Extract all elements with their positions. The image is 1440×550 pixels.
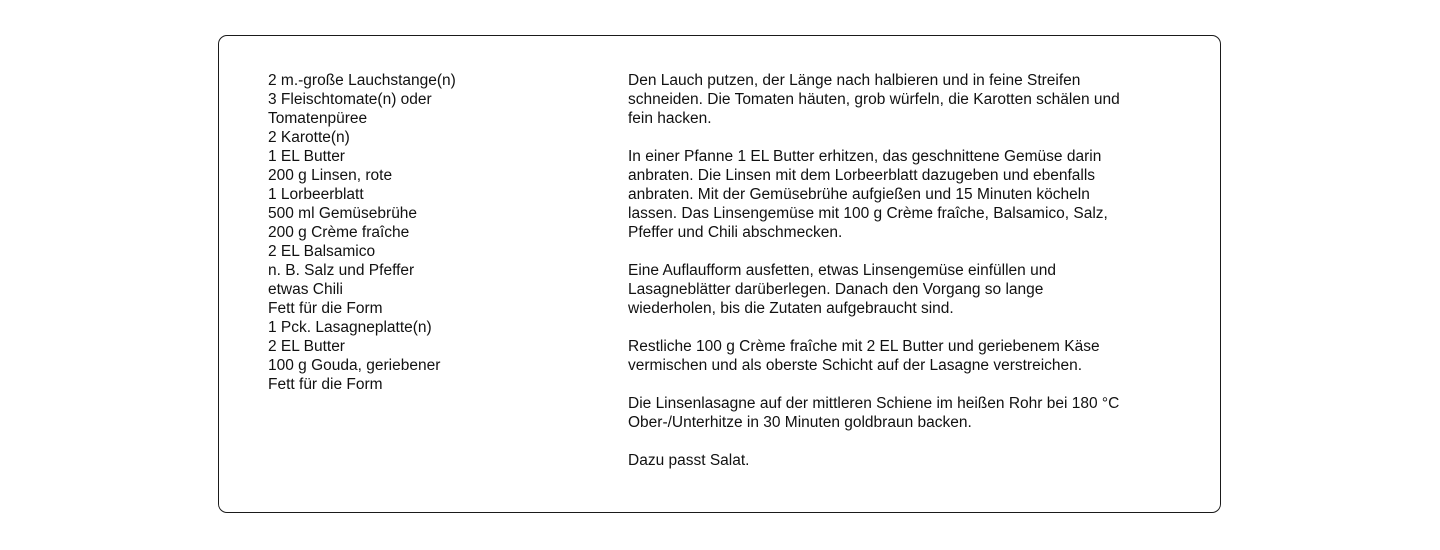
instruction-step xyxy=(628,147,1178,242)
ingredient-item xyxy=(268,204,588,223)
ingredient-item xyxy=(268,337,588,356)
ingredient-text: Fett für die Form xyxy=(268,300,383,317)
ingredient-item xyxy=(268,185,588,204)
instruction-step xyxy=(628,337,1178,375)
ingredient-item xyxy=(268,356,588,375)
ingredient-text: 100 g Gouda, geriebener xyxy=(268,357,441,374)
instruction-line: Restliche 100 g Crème fraîche mit 2 EL Butter und geriebenem Käse xyxy=(628,338,1100,355)
ingredient-text: Fett für die Form xyxy=(268,376,383,393)
ingredient-text: Tomatenpüree xyxy=(268,110,368,127)
ingredient-item xyxy=(268,223,588,242)
instruction-line: schneiden. Die Tomaten häuten, grob würfeln, die Karotten schälen und xyxy=(628,91,1120,108)
instruction-step xyxy=(628,394,1178,432)
ingredient-item xyxy=(268,128,588,147)
ingredient-text: 3 Fleischtomate(n) oder xyxy=(268,91,432,108)
ingredient-text: 2 EL Balsamico xyxy=(268,243,376,260)
ingredient-text: 1 EL Butter xyxy=(268,148,345,165)
ingredient-list xyxy=(268,71,588,394)
instruction-line: Pfeffer und Chili abschmecken. xyxy=(628,224,843,241)
instruction-line: vermischen und als oberste Schicht auf der Lasagne verstreichen. xyxy=(628,357,1083,374)
instruction-line: Dazu passt Salat. xyxy=(628,452,750,469)
ingredient-item xyxy=(268,261,588,280)
ingredient-text: 200 g Crème fraîche xyxy=(268,224,410,241)
ingredient-text: n. B. Salz und Pfeffer xyxy=(268,262,415,279)
ingredient-text: 1 Lorbeerblatt xyxy=(268,186,364,203)
instruction-line: Den Lauch putzen, der Länge nach halbieren und in feine Streifen xyxy=(628,72,1081,89)
ingredient-item xyxy=(268,71,588,90)
ingredient-item xyxy=(268,299,588,318)
ingredient-text: 2 m.-große Lauchstange(n) xyxy=(268,72,456,89)
instruction-line: Ober-/Unterhitze in 30 Minuten goldbraun backen. xyxy=(628,414,972,431)
ingredient-item xyxy=(268,318,588,337)
instruction-line: anbraten. Die Linsen mit dem Lorbeerblatt dazugeben und ebenfalls xyxy=(628,167,1096,184)
instruction-step xyxy=(628,451,1178,470)
instruction-line: lassen. Das Linsengemüse mit 100 g Crème fraîche, Balsamico, Salz, xyxy=(628,205,1108,222)
recipe-card xyxy=(218,35,1221,513)
instruction-line: wiederholen, bis die Zutaten aufgebraucht sind. xyxy=(628,300,954,317)
ingredient-text: 200 g Linsen, rote xyxy=(268,167,393,184)
ingredient-item xyxy=(268,166,588,185)
instruction-line: Die Linsenlasagne auf der mittleren Schiene im heißen Rohr bei 180 °C xyxy=(628,395,1120,412)
instruction-line: In einer Pfanne 1 EL Butter erhitzen, das geschnittene Gemüse darin xyxy=(628,148,1102,165)
instruction-line: anbraten. Mit der Gemüsebrühe aufgießen und 15 Minuten köcheln xyxy=(628,186,1090,203)
ingredient-text: 1 Pck. Lasagneplatte(n) xyxy=(268,319,432,336)
instruction-step xyxy=(628,261,1178,318)
ingredient-item xyxy=(268,90,588,128)
instruction-line: Eine Auflaufform ausfetten, etwas Linsengemüse einfüllen und xyxy=(628,262,1056,279)
ingredient-item xyxy=(268,375,588,394)
instruction-steps xyxy=(628,71,1178,489)
instruction-step xyxy=(628,71,1178,128)
ingredient-text: 2 Karotte(n) xyxy=(268,129,350,146)
ingredient-item xyxy=(268,242,588,261)
ingredient-text: etwas Chili xyxy=(268,281,343,298)
ingredient-item xyxy=(268,280,588,299)
ingredient-text: 2 EL Butter xyxy=(268,338,345,355)
instruction-line: Lasagneblätter darüberlegen. Danach den Vorgang so lange xyxy=(628,281,1044,298)
instruction-line: fein hacken. xyxy=(628,110,712,127)
ingredient-text: 500 ml Gemüsebrühe xyxy=(268,205,418,222)
ingredient-item xyxy=(268,147,588,166)
